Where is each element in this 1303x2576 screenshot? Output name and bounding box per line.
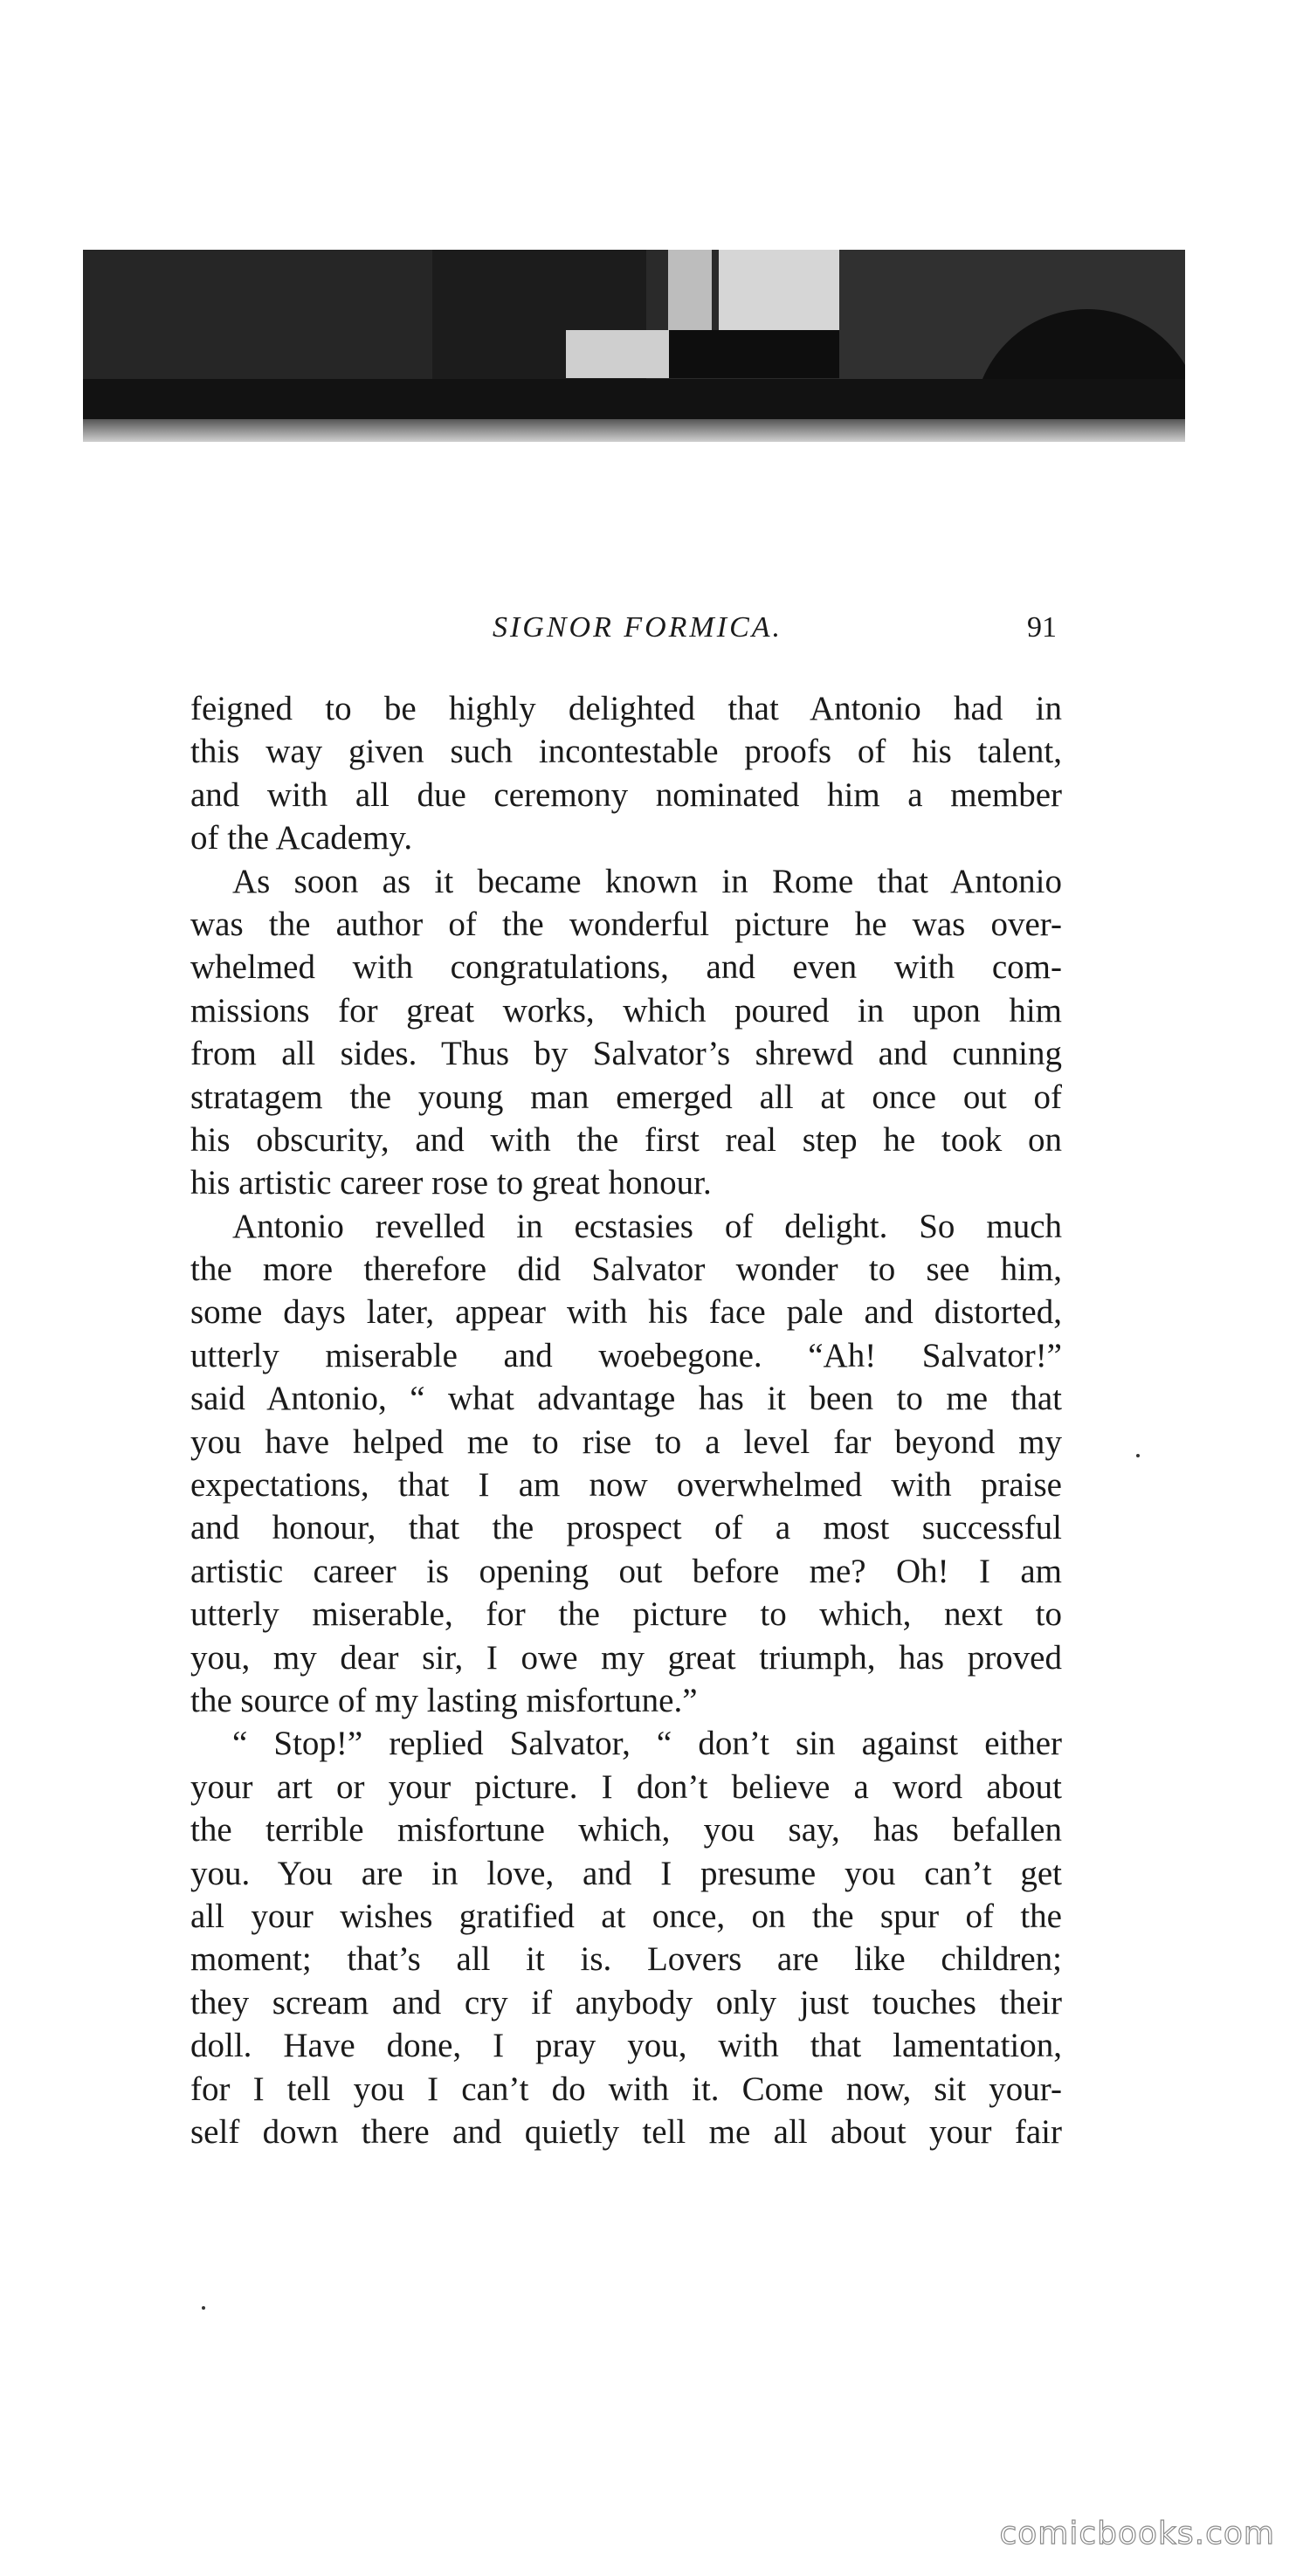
text-line: the terrible misfortune which, you say, has befallen <box>190 1811 1062 1849</box>
text-line: expectations, that I am now overwhelmed with praise <box>190 1466 1062 1505</box>
text-line: you. You are in love, and I presume you can’t get <box>190 1854 1062 1892</box>
text-line: utterly miserable, for the picture to which, next to <box>190 1595 1062 1634</box>
text-line: you have helped me to rise to a level far beyond my <box>190 1422 1062 1461</box>
text-line: utterly miserable and woebegone. “Ah! Salvator!” <box>190 1336 1062 1374</box>
text-line: this way given such incontestable proofs of his talent, <box>190 733 1062 771</box>
text-line: moment; that’s all it is. Lovers are like children; <box>190 1940 1062 1979</box>
text-line: whelmed with congratulations, and even with com- <box>190 948 1062 987</box>
running-header-title: SIGNOR FORMICA. <box>492 611 783 644</box>
text-line: his artistic career rose to great honour. <box>190 1164 712 1202</box>
text-line: for I tell you I can’t do with it. Come now, sit your- <box>190 2070 1062 2108</box>
text-line: said Antonio, “ what advantage has it been to me that <box>190 1380 1062 1418</box>
text-line: stratagem the young man emerged all at once out of <box>190 1078 1062 1116</box>
text-line: and honour, that the prospect of a most successful <box>190 1509 1062 1547</box>
text-line: some days later, appear with his face pale and distorted, <box>190 1293 1062 1332</box>
text-line: of the Academy. <box>190 819 413 858</box>
watermark: comicbooks.com <box>999 2516 1275 2552</box>
text-line: they scream and cry if anybody only just touches their <box>190 1983 1062 2022</box>
text-line: from all sides. Thus by Salvator’s shrewd and cunning <box>190 1035 1062 1073</box>
text-line: you, my dear sir, I owe my great triumph, has proved <box>190 1638 1062 1677</box>
text-line: Antonio revelled in ecstasies of delight. So much <box>232 1207 1062 1245</box>
text-line: doll. Have done, I pray you, with that lamentation, <box>190 2027 1062 2065</box>
scanned-image-band <box>83 250 1185 442</box>
text-line: missions for great works, which poured in upon him <box>190 991 1062 1030</box>
text-line: his obscurity, and with the first real step he took on <box>190 1120 1062 1159</box>
text-line: self down there and quietly tell me all about your fair <box>190 2112 1062 2151</box>
body-text <box>190 687 1062 2153</box>
page-number: 91 <box>1027 611 1057 644</box>
scan-speck <box>202 2306 205 2310</box>
text-line: artistic career is opening out before me? Oh! I am <box>190 1552 1062 1590</box>
text-line: As soon as it became known in Rome that Antonio <box>232 862 1062 900</box>
text-line: all your wishes gratified at once, on the spur of the <box>190 1897 1062 1935</box>
text-line: your art or your picture. I don’t believe a word about <box>190 1767 1062 1806</box>
text-line: was the author of the wonderful picture he was over- <box>190 905 1062 943</box>
text-line: the source of my lasting misfortune.” <box>190 1681 698 1719</box>
text-line: feigned to be highly delighted that Antonio had in <box>190 690 1062 727</box>
text-line: the more therefore did Salvator wonder to see him, <box>190 1250 1062 1289</box>
text-line: “ Stop!” replied Salvator, “ don’t sin against either <box>232 1725 1062 1763</box>
scan-speck <box>1136 1454 1140 1457</box>
text-line: and with all due ceremony nominated him a member <box>190 775 1062 814</box>
